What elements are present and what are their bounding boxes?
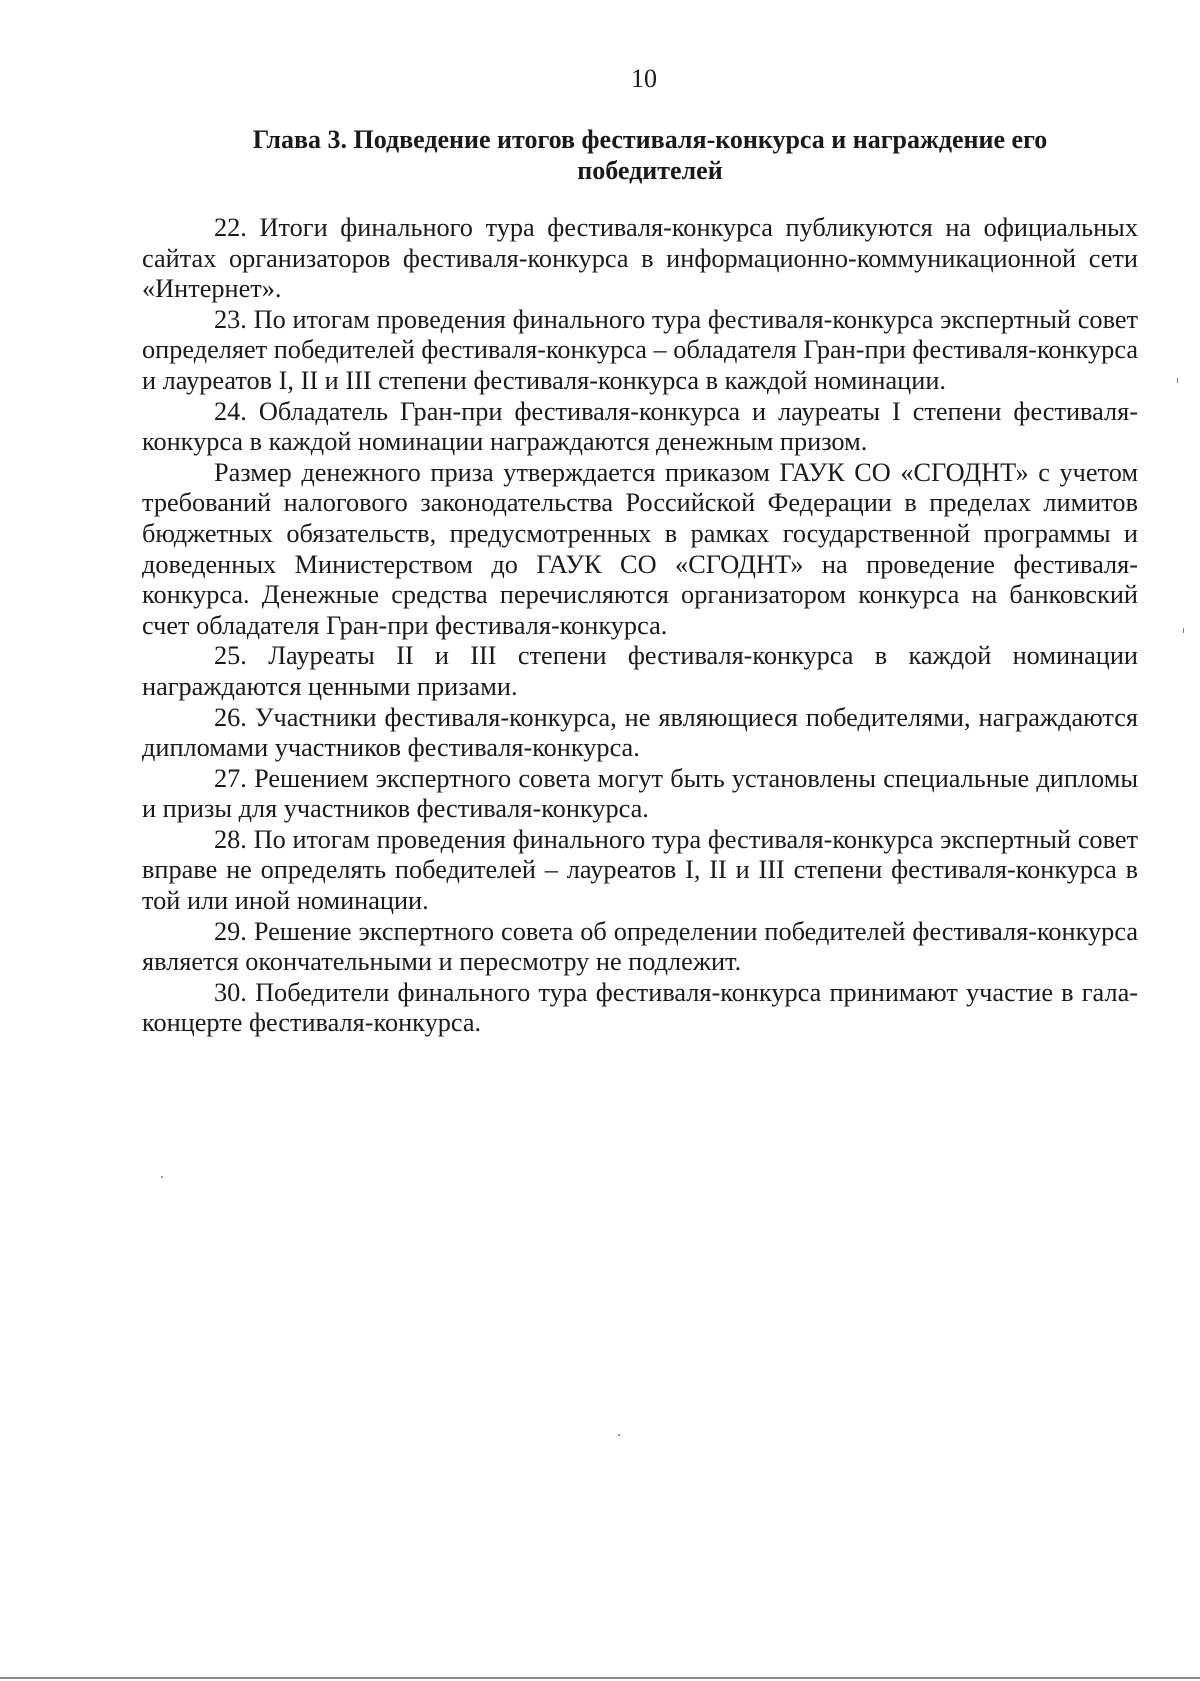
paragraph-text: По итогам проведения финального тура фестиваля-конкурса экспертный совет определяет победителей фестиваля-конкурса – обладателя Гран-при фестиваля-конкурса и лауреатов I, II и III степени фестиваля-конкурса в каждой номинации. [142, 304, 1138, 395]
scan-speck [1183, 628, 1184, 633]
paragraph-text: По итогам проведения финального тура фестиваля-конкурса экспертный совет вправе не определять победителей – лауреатов I, II и III степени фестиваля-конкурса в той или иной номинации. [142, 824, 1138, 916]
scan-edge-line [0, 1677, 1200, 1679]
paragraph-number: 30. [214, 977, 247, 1007]
paragraph-number: 25. [214, 641, 247, 671]
paragraph-number: 27. [214, 763, 247, 793]
paragraph-number: 28. [214, 824, 247, 854]
page-number: 10 [631, 64, 657, 93]
document-body [142, 213, 1138, 1039]
paragraph-number: 23. [214, 304, 247, 334]
paragraph-text: Лауреаты II и III степени фестиваля-конкурса в каждой номинации награждаются ценными призами. [142, 641, 1138, 701]
paragraph-24 [142, 397, 1138, 458]
paragraph-30 [142, 978, 1138, 1039]
paragraph-number: 22. [214, 213, 247, 242]
scan-speck [161, 1176, 163, 1178]
scan-speck [618, 1434, 620, 1436]
paragraph-text: Размер денежного приза утверждается приказом ГАУК СО «СГОДНТ» с учетом требований налогового законодательства Российской Федерации в пределах лимитов бюджетных обязательств, предусмотренных в рамках государственной программы и доведенных Министерством до ГАУК СО «СГОДНТ» на проведение фестиваля-конкурса. Денежные средства перечисляются организатором конкурса на банковский счет обладателя Гран-при фестиваля-конкурса. [142, 457, 1138, 640]
paragraph-27 [142, 764, 1138, 825]
paragraph-number: 26. [214, 702, 247, 732]
paragraph-28 [142, 825, 1138, 917]
paragraph-22 [142, 213, 1138, 305]
paragraph-number: 24. [214, 396, 247, 426]
paragraph-text: Итоги финального тура фестиваля-конкурса публикуются на официальных сайтах организаторов фестиваля-конкурса в информационно-коммуникационной сети «Интернет». [142, 213, 1138, 304]
paragraph-prize-size [142, 458, 1138, 642]
paragraph-number: 29. [214, 916, 247, 946]
paragraph-26 [142, 703, 1138, 764]
scan-speck [1177, 378, 1178, 383]
paragraph-25 [142, 641, 1138, 702]
paragraph-text: Решение экспертного совета об определении победителей фестиваля-конкурса является окончательными и пересмотру не подлежит. [142, 916, 1138, 977]
paragraph-23 [142, 305, 1138, 397]
paragraph-text: Решением экспертного совета могут быть установлены специальные дипломы и призы для участников фестиваля-конкурса. [142, 763, 1139, 824]
paragraph-text: Участники фестиваля-конкурса, не являющиеся победителями, награждаются дипломами участников фестиваля-конкурса. [142, 702, 1138, 763]
paragraph-text: Обладатель Гран-при фестиваля-конкурса и лауреаты I степени фестиваля-конкурса в каждой номинации награждаются денежным призом. [142, 396, 1138, 457]
paragraph-29 [142, 917, 1138, 978]
paragraph-text: Победители финального тура фестиваля-конкурса принимают участие в гала-концерте фестиваля-конкурса. [142, 977, 1139, 1038]
chapter-title: Глава 3. Подведение итогов фестиваля-конкурса и награждение его победителей [252, 125, 1048, 185]
